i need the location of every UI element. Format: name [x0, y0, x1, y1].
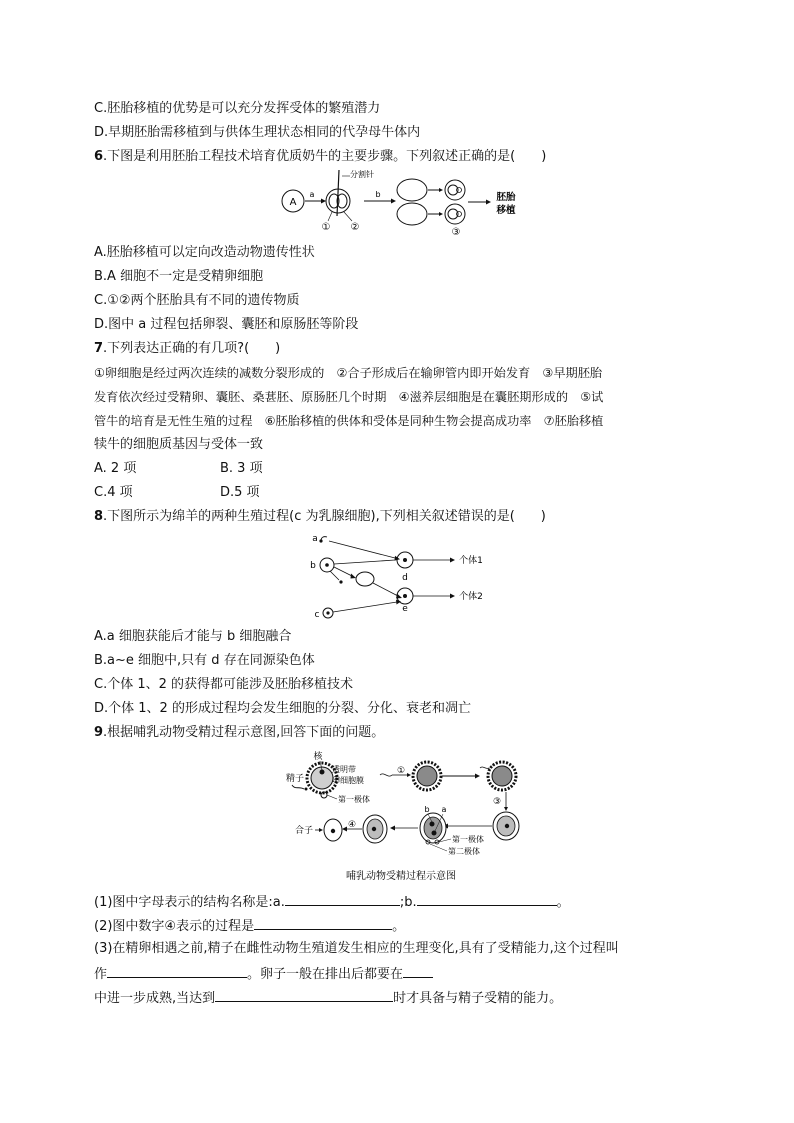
arrow-b-label: b: [375, 190, 381, 199]
q7-statements-line-2: 发育依次经过受精卵、囊胚、桑葚胚、原肠胚几个时期 ④滋养层细胞是在囊胚期形成的 ⑤试: [94, 390, 604, 404]
q5-option-d: D.早期胚胎需移植到与供体生理状态相同的代孕母牛体内: [94, 125, 421, 140]
label-b: b: [310, 561, 316, 571]
label-e: e: [402, 604, 408, 614]
q9-part-3-mid: 。卵子一般在排出后都要在: [247, 967, 404, 982]
step-4-marker: ④: [347, 820, 357, 830]
q7-statements-line-1: ①卵细胞是经过两次连续的减数分裂形成的 ②合子形成后在输卵管内即开始发育 ③早期胚胎: [94, 366, 603, 380]
step-1-marker: ①: [396, 766, 406, 776]
q6-option-c: C.①②两个胚胎具有不同的遗传物质: [94, 293, 300, 308]
q6-embryo-splitting-figure: [276, 168, 526, 238]
q9-part-2-prefix: (2)图中数字④表示的过程是: [94, 919, 255, 934]
marker-3: ③: [451, 227, 461, 238]
sperm-label: 精子: [285, 774, 305, 784]
label-a: a: [312, 534, 318, 544]
q9-part-3-line-1: (3)在精卵相遇之前,精子在雌性动物生殖道发生相应的生理变化,具有了受精能力,这个过程叫: [94, 941, 619, 956]
marker-1: ①: [321, 222, 331, 233]
label-fig-b: b: [424, 805, 430, 814]
q7-statements-line-4: 犊牛的细胞质基因与受体一致: [94, 437, 264, 452]
q6-option-b: B.A 细胞不一定是受精卵细胞: [94, 269, 264, 284]
second-polar-body-label: 第二极体: [448, 847, 480, 856]
q9-part-1-prefix: (1)图中字母表示的结构名称是:a.: [94, 895, 285, 910]
q7-stem-text: .下列表达正确的有几项?( ): [103, 341, 281, 356]
zona-label: 透明带: [332, 765, 356, 774]
q6-option-d: D.图中 a 过程包括卵裂、囊胚和原肠胚等阶段: [94, 317, 359, 332]
q9-part-3-line-3-end: 时才具备与精子受精的能力。: [393, 991, 563, 1006]
label-fig-a: a: [441, 805, 447, 814]
q8-number: 8: [94, 509, 104, 524]
q7-stem: [94, 341, 280, 357]
q9-stem: [94, 725, 384, 741]
nucleus-label: 核: [313, 752, 323, 762]
q7-option-d: D.5 项: [220, 485, 260, 500]
arrow-a-label: a: [309, 190, 315, 199]
first-polar-body-label: 第一极体: [338, 795, 370, 804]
q9-part-1: [94, 893, 570, 911]
q8-stem-text: .下图所示为绵羊的两种生殖过程(c 为乳腺细胞),下列相关叙述错误的是( ): [103, 509, 546, 524]
q6-stem-text: .下图是利用胚胎工程技术培育优质奶牛的主要步骤。下列叙述正确的是( ): [103, 149, 547, 164]
individual-2-label: 个体2: [459, 592, 483, 602]
q6-number: 6: [94, 149, 104, 164]
transfer-label-2: 移植: [496, 205, 516, 216]
q9-part-3-line-2: [94, 965, 433, 983]
step-3-marker: ③: [492, 797, 502, 807]
first-polar-body-label-2: 第一极体: [452, 835, 484, 844]
q9-part-2: [94, 917, 405, 935]
q7-option-b: B. 3 项: [220, 461, 263, 476]
cell-a-label: A: [289, 197, 297, 208]
q9-stem-text: .根据哺乳动物受精过程示意图,回答下面的问题。: [103, 725, 385, 740]
q9-part-1-mid: ;b.: [399, 895, 417, 910]
answer-blank-a[interactable]: [285, 893, 400, 906]
enucleated-egg: [356, 572, 374, 586]
q9-part-3-prefix: 作: [94, 967, 108, 982]
q6-stem: [94, 149, 546, 165]
removed-nucleus: [339, 580, 342, 583]
q7-option-c: C.4 项: [94, 485, 133, 500]
half-embryo-bottom: [397, 203, 427, 225]
marker-2: ②: [350, 222, 360, 233]
q9-number: 9: [94, 725, 104, 740]
answer-blank-process-4[interactable]: [254, 917, 392, 930]
q8-option-a: A.a 细胞获能后才能与 b 细胞融合: [94, 629, 292, 644]
label-c: c: [314, 610, 320, 620]
zygote-label: 合子: [294, 826, 314, 836]
q8-option-d: D.个体 1、2 的形成过程均会发生细胞的分裂、分化、衰老和凋亡: [94, 701, 471, 716]
q9-part-3-line-3-prefix: 中进一步成熟,当达到: [94, 991, 216, 1006]
answer-blank-stage[interactable]: [215, 989, 393, 1002]
q7-number: 7: [94, 341, 104, 356]
answer-blank-oviduct[interactable]: [403, 965, 433, 978]
answer-blank-b[interactable]: [417, 893, 557, 906]
membrane-label: 卵细胞膜: [332, 776, 364, 785]
q7-statements-line-3: 管牛的培育是无性生殖的过程 ⑥胚胎移植的供体和受体是同种生物会提高成功率 ⑦胚胎移植: [94, 414, 604, 428]
q5-option-c: C.胚胎移植的优势是可以充分发挥受体的繁殖潜力: [94, 101, 381, 116]
half-embryo-top: [397, 179, 427, 201]
q9-part-1-end: 。: [556, 895, 570, 910]
label-d: d: [402, 573, 408, 583]
q8-option-c: C.个体 1、2 的获得都可能涉及胚胎移植技术: [94, 677, 354, 692]
individual-1-label: 个体1: [459, 556, 483, 566]
q9-part-2-end: 。: [392, 919, 406, 934]
q9-fertilization-figure: [282, 748, 544, 886]
q6-option-a: A.胚胎移植可以定向改造动物遗传性状: [94, 245, 315, 260]
splitting-needle: [337, 170, 339, 216]
q9-part-3-line-3: [94, 989, 562, 1007]
q8-stem: [94, 509, 546, 525]
needle-label: 分割针: [350, 170, 374, 179]
transfer-label-1: 胚胎: [496, 192, 516, 203]
q8-option-b: B.a~e 细胞中,只有 d 存在同源染色体: [94, 653, 315, 668]
q7-option-a: A. 2 项: [94, 461, 137, 476]
answer-blank-capacitation[interactable]: [107, 965, 247, 978]
q8-sheep-reproduction-figure: [306, 528, 496, 623]
figure-caption: 哺乳动物受精过程示意图: [346, 871, 456, 882]
